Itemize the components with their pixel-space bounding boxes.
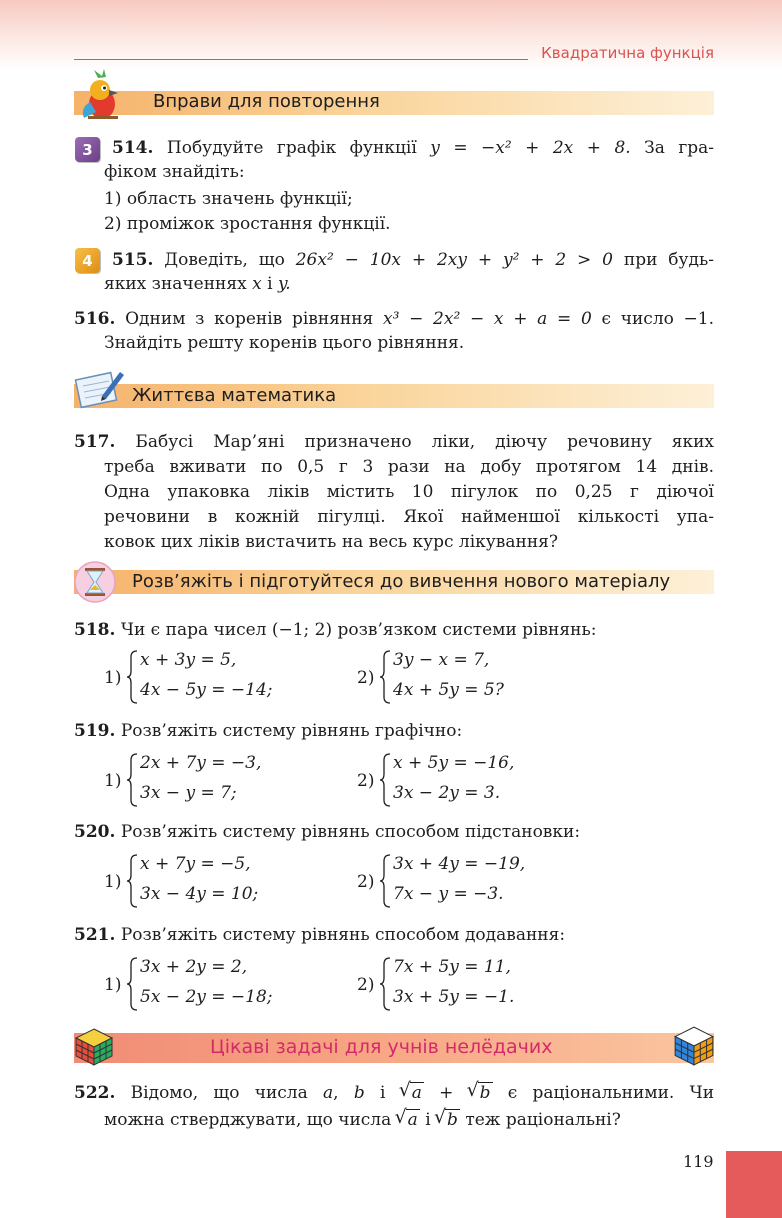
brace-icon	[379, 753, 391, 807]
p514-formula: y = −x² + 2x + 8.	[430, 138, 631, 158]
p521-s1-eq1: 3x + 2y = 2,	[140, 957, 248, 977]
p518-text: Чи є пара чисел (−1; 2) розв’язком системи рівнянь:	[120, 620, 597, 640]
p522-line2	[104, 1110, 621, 1130]
p519-s1-label: 1)	[104, 771, 122, 791]
p520-system-1	[104, 854, 344, 910]
p519-s1-eq2: 3x − y = 7;	[140, 783, 237, 803]
p515-text-end: при будь-	[623, 250, 714, 270]
p517-text: Бабусі Мар’яні призначено ліки, діючу речовину яких	[135, 432, 714, 452]
p514-number: 514.	[112, 138, 154, 158]
page-number: 119	[683, 1152, 714, 1171]
p514-item2: 2) проміжок зростання функції.	[104, 214, 391, 234]
brace-icon	[126, 650, 138, 704]
p522-var-b: b	[353, 1083, 365, 1103]
p518-s2-eq1: 3y − x = 7,	[393, 650, 490, 670]
p515-formula: 26x² − 10x + 2xy + y² + 2 > 0	[295, 250, 613, 270]
sqrt-a	[397, 1110, 420, 1130]
p519-number: 519.	[74, 721, 116, 741]
brace-icon	[379, 957, 391, 1011]
p521-system-1	[104, 957, 344, 1013]
p518-system-2	[357, 650, 597, 706]
p520-s1-eq1: x + 7y = −5,	[140, 854, 251, 874]
brace-icon	[379, 854, 391, 908]
p522-text: Відомо, що числа	[130, 1083, 308, 1103]
p521-number: 521.	[74, 925, 116, 945]
p515-conj: і	[267, 274, 273, 294]
p519-s2-eq1: x + 5y = −16,	[393, 753, 515, 773]
sqrt-a-radicand: a	[407, 1110, 418, 1130]
p520-s1-label: 1)	[104, 872, 122, 892]
p521-system-2	[357, 957, 597, 1013]
p515-text: Доведіть, що	[164, 250, 285, 270]
p521-s2-eq1: 7x + 5y = 11,	[393, 957, 511, 977]
p520-line1	[74, 822, 580, 842]
p517-line1	[74, 432, 714, 452]
p514-line2: фіком знайдіть:	[104, 162, 245, 182]
p518-s1-eq1: x + 3y = 5,	[140, 650, 237, 670]
sqrt-b	[436, 1110, 460, 1130]
p516-text-end: є число −1.	[601, 309, 715, 329]
p518-s1-label: 1)	[104, 668, 122, 688]
p520-system-2	[357, 854, 597, 910]
difficulty-badge-3: 3	[75, 137, 100, 162]
section-title-fun: Цікаві задачі для учнів нелёдачих	[210, 1036, 553, 1058]
running-head-rule	[74, 59, 528, 60]
p519-system-1	[104, 753, 344, 809]
p522-conj-2: і	[425, 1110, 431, 1130]
p516-number: 516.	[74, 309, 116, 329]
p516-line1	[74, 309, 714, 329]
p519-s2-eq2: 3x − 2y = 3.	[393, 783, 501, 803]
p519-text: Розв’яжіть систему рівнянь графічно:	[120, 721, 463, 741]
p518-number: 518.	[74, 620, 116, 640]
section-title-review: Вправи для повторення	[153, 91, 380, 112]
sqrt-b-radicand: b	[479, 1083, 491, 1103]
page-corner-tab	[726, 1151, 782, 1218]
p521-s2-label: 2)	[357, 975, 375, 995]
p520-s1-eq2: 3x − 4y = 10;	[140, 884, 259, 904]
hourglass-icon	[73, 560, 117, 604]
p514-line1	[112, 138, 714, 158]
p515-var-y: y.	[277, 274, 291, 294]
p522-line1	[74, 1083, 714, 1103]
p518-s2-eq2: 4x + 5y = 5?	[393, 680, 504, 700]
p517-line5: ковок цих ліків вистачить на весь курс лікування?	[104, 532, 559, 552]
sqrt-a-radicand: a	[411, 1083, 422, 1103]
p517-line4: речовини в кожній пігулці. Якої найменшої кількості упа-	[104, 507, 714, 527]
p515-line2	[104, 274, 291, 294]
parrot-icon	[74, 68, 128, 122]
p520-text: Розв’яжіть систему рівнянь способом підстановки:	[120, 822, 581, 842]
p514-text-end: За гра-	[644, 138, 715, 158]
running-head: Квадратична функція	[541, 44, 714, 62]
p520-s2-label: 2)	[357, 872, 375, 892]
p516-formula: x³ − 2x² − x + a = 0	[383, 309, 592, 329]
p521-line1	[74, 925, 565, 945]
p516-text: Одним з коренів рівняння	[125, 309, 374, 329]
p514-text: Побудуйте графік функції	[166, 138, 417, 158]
p519-system-2	[357, 753, 597, 809]
p520-s2-eq2: 7x − y = −3.	[393, 884, 504, 904]
p518-s2-label: 2)	[357, 668, 375, 688]
p522-line2-end: теж раціональні?	[465, 1110, 621, 1130]
p519-line1	[74, 721, 462, 741]
brace-icon	[126, 957, 138, 1011]
p521-s1-eq2: 5x − 2y = −18;	[140, 987, 273, 1007]
brace-icon	[126, 753, 138, 807]
p515-var-x: x	[252, 274, 262, 294]
p522-number: 522.	[74, 1083, 116, 1103]
p521-s2-eq2: 3x + 5y = −1.	[393, 987, 515, 1007]
sqrt-b	[469, 1083, 493, 1103]
p522-line2-text: можна стверджувати, що числа	[104, 1110, 392, 1130]
p519-s1-eq1: 2x + 7y = −3,	[140, 753, 262, 773]
brace-icon	[126, 854, 138, 908]
sqrt-a	[401, 1083, 424, 1103]
p521-text: Розв’яжіть систему рівнянь способом додавання:	[120, 925, 566, 945]
p516-line2: Знайдіть решту коренів цього рівняння.	[104, 333, 465, 353]
p515-number: 515.	[112, 250, 154, 270]
brace-icon	[379, 650, 391, 704]
p517-line3: Одна упаковка ліків містить 10 пігулок по 0,25 г діючої	[104, 482, 714, 502]
p518-system-1	[104, 650, 344, 706]
p518-s1-eq2: 4x − 5y = −14;	[140, 680, 273, 700]
rubiks-cube-icon	[73, 1026, 115, 1068]
p517-number: 517.	[74, 432, 116, 452]
p519-s2-label: 2)	[357, 771, 375, 791]
p522-plus: +	[439, 1083, 454, 1103]
difficulty-badge-4: 4	[75, 248, 100, 273]
section-title-life: Життєва математика	[132, 385, 337, 406]
p520-number: 520.	[74, 822, 116, 842]
p522-comma: ,	[333, 1083, 339, 1103]
p514-item1: 1) область значень функції;	[104, 189, 353, 209]
notepad-pen-icon	[74, 366, 128, 410]
p521-s1-label: 1)	[104, 975, 122, 995]
section-title-prepare: Розв’яжіть і підготуйтеся до вивчення нового матеріалу	[132, 571, 671, 592]
sqrt-b-radicand: b	[447, 1110, 458, 1130]
p518-line1	[74, 620, 596, 640]
p522-conj-1: і	[379, 1083, 386, 1103]
p517-line2: треба вживати по 0,5 г 3 рази на добу протягом 14 днів.	[104, 457, 714, 477]
p522-var-a: a	[323, 1083, 334, 1103]
p520-s2-eq1: 3x + 4y = −19,	[393, 854, 526, 874]
rubiks-cube-icon	[672, 1024, 716, 1068]
p515-line2-text: яких значеннях	[104, 274, 247, 294]
p522-text-end: є раціональними. Чи	[507, 1083, 715, 1103]
p515-line1	[112, 250, 714, 270]
